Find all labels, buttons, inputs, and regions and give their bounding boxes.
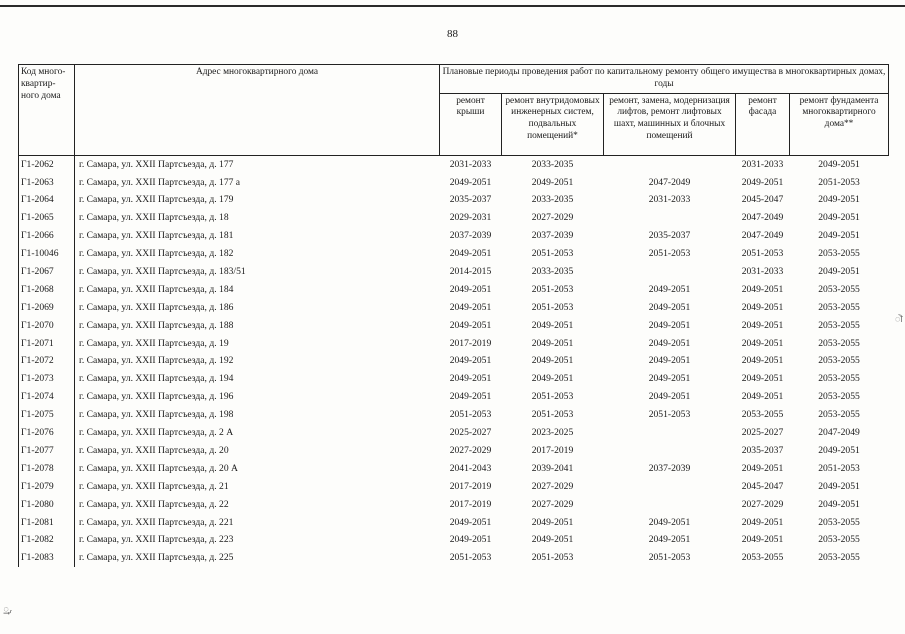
row-code: Г1-2074 <box>19 388 75 406</box>
row-foundation: 2053-2055 <box>818 516 860 528</box>
row-code: Г1-2075 <box>19 406 75 424</box>
row-roof: 2017-2019 <box>449 337 492 349</box>
row-engineering: 2033-2035 <box>531 266 574 278</box>
table-body <box>19 155 889 567</box>
row-address: г. Самара, ул. XXII Партсъезда, д. 177 а <box>79 176 241 188</box>
row-roof: 2027-2029 <box>449 444 492 456</box>
table-row <box>19 209 889 227</box>
row-elevators: 2049-2051 <box>648 301 691 313</box>
row-facade: 2049-2051 <box>741 319 784 331</box>
row-elevators <box>604 478 736 496</box>
table-row <box>19 334 889 352</box>
row-facade: 2049-2051 <box>741 516 784 528</box>
row-engineering: 2017-2019 <box>531 444 574 456</box>
row-foundation: 2053-2055 <box>818 301 860 313</box>
table-row <box>19 531 889 549</box>
row-roof: 2041-2043 <box>449 462 492 474</box>
row-engineering: 2033-2035 <box>531 194 574 206</box>
row-foundation: 2049-2051 <box>818 194 860 206</box>
row-address: г. Самара, ул. XXII Партсъезда, д. 181 <box>79 230 234 242</box>
row-code: Г1-2081 <box>19 513 75 531</box>
row-elevators: 2051-2053 <box>648 409 691 421</box>
row-engineering: 2049-2051 <box>531 319 574 331</box>
row-code: Г1-2069 <box>19 299 75 317</box>
row-foundation: 2053-2055 <box>818 552 860 564</box>
row-elevators: 2047-2049 <box>648 176 691 188</box>
header-code: Код много-квартир-ного дома <box>19 65 75 156</box>
table-row <box>19 173 889 191</box>
row-address: г. Самара, ул. XXII Партсъезда, д. 20 <box>79 444 229 456</box>
row-foundation: 2053-2055 <box>818 534 860 546</box>
row-engineering: 2027-2029 <box>531 480 574 492</box>
row-facade: 2027-2029 <box>741 498 784 510</box>
row-engineering: 2051-2053 <box>531 248 574 260</box>
table-row <box>19 191 889 209</box>
row-foundation: 2049-2051 <box>818 230 860 242</box>
margin-mark: ॊ <box>1 606 12 615</box>
row-address: г. Самара, ул. XXII Партсъезда, д. 182 <box>79 248 234 260</box>
row-facade: 2049-2051 <box>741 373 784 385</box>
row-address: г. Самара, ул. XXII Партсъезда, д. 223 <box>79 534 234 546</box>
row-roof: 2017-2019 <box>449 480 492 492</box>
row-address: г. Самара, ул. XXII Партсъезда, д. 184 <box>79 283 234 295</box>
table-row <box>19 478 889 496</box>
row-foundation: 2049-2051 <box>818 480 860 492</box>
row-foundation: 2053-2055 <box>818 248 860 260</box>
row-engineering: 2027-2029 <box>531 498 574 510</box>
row-code: Г1-2067 <box>19 263 75 281</box>
table-row <box>19 245 889 263</box>
row-address: г. Самара, ул. XXII Партсъезда, д. 18 <box>79 212 229 224</box>
row-elevators: 2031-2033 <box>648 194 691 206</box>
row-elevators: 2049-2051 <box>648 391 691 403</box>
row-address: г. Самара, ул. XXII Партсъезда, д. 186 <box>79 301 234 313</box>
row-roof: 2049-2051 <box>449 516 492 528</box>
row-address: г. Самара, ул. XXII Партсъезда, д. 192 <box>79 355 234 367</box>
row-address: г. Самара, ул. XXII Партсъезда, д. 2 А <box>79 427 234 439</box>
row-roof: 2049-2051 <box>449 355 492 367</box>
row-foundation: 2053-2055 <box>818 355 860 367</box>
row-facade: 2031-2033 <box>736 155 790 173</box>
row-foundation: 2049-2051 <box>818 266 860 278</box>
header-facade: ремонт фасада <box>736 93 790 155</box>
row-engineering: 2049-2051 <box>531 337 574 349</box>
row-code: Г1-2083 <box>19 549 75 567</box>
table-row <box>19 299 889 317</box>
row-roof: 2049-2051 <box>449 391 492 403</box>
row-address: г. Самара, ул. XXII Партсъезда, д. 183/51 <box>79 266 246 278</box>
row-address: г. Самара, ул. XXII Партсъезда, д. 194 <box>79 373 234 385</box>
table-row <box>19 263 889 281</box>
row-address: г. Самара, ул. XXII Партсъезда, д. 21 <box>79 480 229 492</box>
table-row <box>19 460 889 478</box>
row-roof: 2029-2031 <box>449 212 492 224</box>
row-elevators: 2049-2051 <box>648 337 691 349</box>
row-facade: 2049-2051 <box>741 283 784 295</box>
row-engineering: 2033-2035 <box>502 155 604 173</box>
row-code: Г1-2072 <box>19 352 75 370</box>
row-elevators <box>604 495 736 513</box>
row-code: Г1-2082 <box>19 531 75 549</box>
header-roof: ремонт крыши <box>440 93 502 155</box>
row-code: Г1-2063 <box>19 173 75 191</box>
row-foundation: 2049-2051 <box>818 498 860 510</box>
table-row <box>19 513 889 531</box>
row-engineering: 2049-2051 <box>531 534 574 546</box>
row-facade: 2051-2053 <box>741 248 784 260</box>
row-elevators: 2051-2053 <box>648 552 691 564</box>
row-code: Г1-2077 <box>19 442 75 460</box>
row-roof: 2037-2039 <box>449 230 492 242</box>
capital-repair-table <box>18 64 889 567</box>
row-engineering: 2049-2051 <box>531 516 574 528</box>
row-facade: 2025-2027 <box>741 427 784 439</box>
row-roof: 2051-2053 <box>449 552 492 564</box>
row-roof: 2049-2051 <box>449 534 492 546</box>
row-code: Г1-2062 <box>19 155 75 173</box>
row-elevators: 2035-2037 <box>648 230 691 242</box>
row-engineering: 2051-2053 <box>531 552 574 564</box>
row-engineering: 2037-2039 <box>531 230 574 242</box>
row-code: Г1-2064 <box>19 191 75 209</box>
row-roof: 2014-2015 <box>449 266 492 278</box>
header-elevators: ремонт, замена, модернизация лифтов, ремонт лифтовых шахт, машинных и блочных помещений <box>604 93 736 155</box>
row-roof: 2049-2051 <box>449 373 492 385</box>
header-periods: Плановые периоды проведения работ по капитальному ремонту общего имущества в многоквартирных домах, годы <box>440 65 889 94</box>
row-facade: 2049-2051 <box>741 462 784 474</box>
top-rule <box>0 5 905 7</box>
row-code: Г1-10046 <box>19 245 75 263</box>
table-row <box>19 227 889 245</box>
margin-mark-right: ॊ <box>895 314 903 324</box>
table-row <box>19 370 889 388</box>
row-address: г. Самара, ул. XXII Партсъезда, д. 196 <box>79 391 234 403</box>
row-roof: 2049-2051 <box>449 301 492 313</box>
row-foundation: 2053-2055 <box>818 319 860 331</box>
row-code: Г1-2065 <box>19 209 75 227</box>
row-elevators: 2049-2051 <box>648 373 691 385</box>
row-engineering: 2049-2051 <box>531 373 574 385</box>
row-engineering: 2049-2051 <box>531 355 574 367</box>
row-code: Г1-2079 <box>19 478 75 496</box>
row-facade: 2047-2049 <box>741 212 784 224</box>
row-elevators <box>604 209 736 227</box>
row-elevators: 2049-2051 <box>648 534 691 546</box>
row-elevators: 2049-2051 <box>648 319 691 331</box>
row-code: Г1-2078 <box>19 460 75 478</box>
row-facade: 2049-2051 <box>741 176 784 188</box>
table-row <box>19 388 889 406</box>
row-elevators: 2051-2053 <box>648 248 691 260</box>
page-number: 88 <box>447 28 458 40</box>
table-row <box>19 281 889 299</box>
row-engineering: 2049-2051 <box>531 176 574 188</box>
row-engineering: 2027-2029 <box>531 212 574 224</box>
row-address: г. Самара, ул. XXII Партсъезда, д. 19 <box>79 337 229 349</box>
row-facade: 2047-2049 <box>741 230 784 242</box>
row-elevators: 2049-2051 <box>648 516 691 528</box>
table-row <box>19 352 889 370</box>
row-facade: 2049-2051 <box>741 534 784 546</box>
row-code: Г1-2070 <box>19 317 75 335</box>
row-address: г. Самара, ул. XXII Партсъезда, д. 22 <box>79 498 229 510</box>
table-row <box>19 155 889 173</box>
row-facade: 2035-2037 <box>741 444 784 456</box>
row-address: г. Самара, ул. XXII Партсъезда, д. 225 <box>79 552 234 564</box>
row-elevators <box>604 442 736 460</box>
header-foundation: ремонт фундамента многоквартирного дома** <box>790 93 889 155</box>
row-foundation: 2049-2051 <box>818 444 860 456</box>
row-elevators: 2049-2051 <box>648 283 691 295</box>
row-roof: 2049-2051 <box>449 248 492 260</box>
row-facade: 2049-2051 <box>741 337 784 349</box>
row-roof: 2049-2051 <box>449 176 492 188</box>
row-foundation: 2053-2055 <box>818 391 860 403</box>
row-foundation: 2049-2051 <box>818 212 860 224</box>
row-facade: 2049-2051 <box>741 301 784 313</box>
table-row <box>19 424 889 442</box>
row-code: Г1-2080 <box>19 495 75 513</box>
header-address: Адрес многоквартирного дома <box>75 65 440 156</box>
row-facade: 2045-2047 <box>741 480 784 492</box>
row-foundation: 2047-2049 <box>818 427 860 439</box>
row-code: Г1-2068 <box>19 281 75 299</box>
row-address: г. Самара, ул. XXII Партсъезда, д. 20 А <box>79 462 238 474</box>
row-code: Г1-2076 <box>19 424 75 442</box>
row-code: Г1-2066 <box>19 227 75 245</box>
row-roof: 2017-2019 <box>449 498 492 510</box>
row-elevators: 2049-2051 <box>648 355 691 367</box>
row-address: г. Самара, ул. XXII Партсъезда, д. 177 <box>75 155 440 173</box>
row-foundation: 2053-2055 <box>818 283 860 295</box>
row-code: Г1-2071 <box>19 334 75 352</box>
table-row <box>19 549 889 567</box>
row-elevators <box>604 155 736 173</box>
row-foundation: 2053-2055 <box>818 337 860 349</box>
row-roof: 2031-2033 <box>440 155 502 173</box>
row-roof: 2049-2051 <box>449 319 492 331</box>
row-facade: 2045-2047 <box>741 194 784 206</box>
row-facade: 2053-2055 <box>741 552 784 564</box>
row-roof: 2035-2037 <box>449 194 492 206</box>
row-address: г. Самара, ул. XXII Партсъезда, д. 198 <box>79 409 234 421</box>
row-engineering: 2051-2053 <box>531 409 574 421</box>
table-row <box>19 406 889 424</box>
row-address: г. Самара, ул. XXII Партсъезда, д. 221 <box>79 516 234 528</box>
row-engineering: 2051-2053 <box>531 283 574 295</box>
row-facade: 2053-2055 <box>741 409 784 421</box>
table-row <box>19 495 889 513</box>
row-elevators: 2037-2039 <box>648 462 691 474</box>
row-facade: 2031-2033 <box>741 266 784 278</box>
row-foundation: 2053-2055 <box>818 409 860 421</box>
row-elevators <box>604 263 736 281</box>
row-engineering: 2023-2025 <box>531 427 574 439</box>
row-engineering: 2051-2053 <box>531 391 574 403</box>
row-engineering: 2039-2041 <box>531 462 574 474</box>
header-engineering: ремонт внутридомовых инженерных систем, подвальных помещений* <box>502 93 604 155</box>
row-roof: 2051-2053 <box>449 409 492 421</box>
row-foundation: 2051-2053 <box>818 176 860 188</box>
row-roof: 2025-2027 <box>449 427 492 439</box>
table-row <box>19 442 889 460</box>
row-engineering: 2051-2053 <box>531 301 574 313</box>
row-address: г. Самара, ул. XXII Партсъезда, д. 179 <box>79 194 234 206</box>
row-facade: 2049-2051 <box>741 391 784 403</box>
table-row <box>19 317 889 335</box>
row-address: г. Самара, ул. XXII Партсъезда, д. 188 <box>79 319 234 331</box>
row-foundation: 2053-2055 <box>818 373 860 385</box>
row-facade: 2049-2051 <box>741 355 784 367</box>
row-code: Г1-2073 <box>19 370 75 388</box>
row-foundation: 2049-2051 <box>790 155 889 173</box>
row-foundation: 2051-2053 <box>818 462 860 474</box>
row-roof: 2049-2051 <box>449 283 492 295</box>
row-elevators <box>604 424 736 442</box>
